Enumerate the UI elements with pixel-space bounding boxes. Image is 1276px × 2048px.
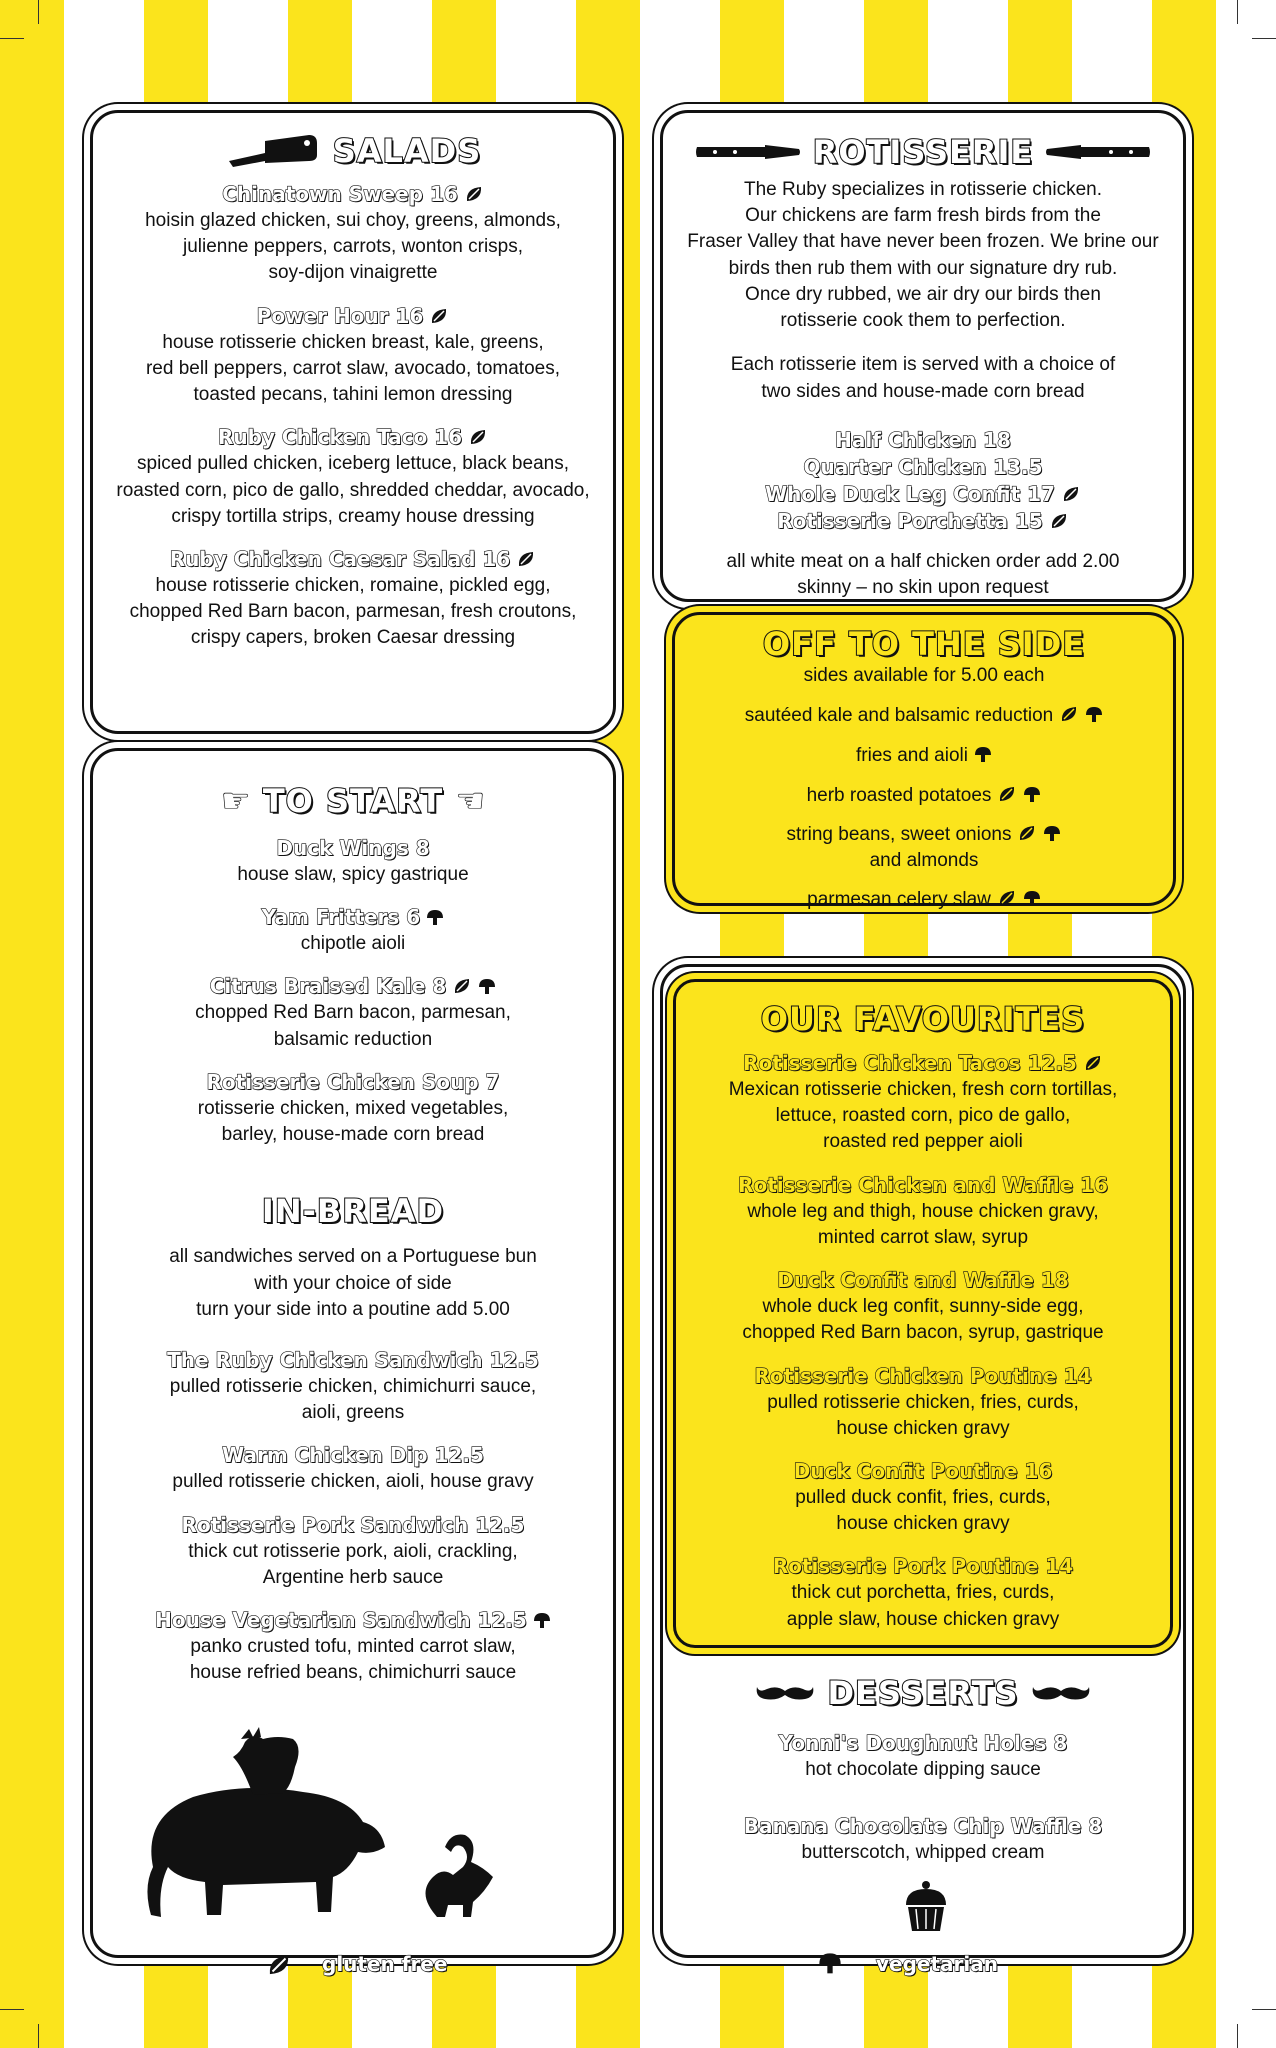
note-line: skinny – no skin upon request [797,576,1049,598]
mustache-icon [755,1683,815,1703]
gluten-free-icon [464,184,484,204]
farm-animals-illustration [133,1717,513,1927]
side-item [685,822,1163,873]
item-desc-line: red bell peppers, carrot slaw, avocado, tomatoes, [145,357,560,379]
mushroom-icon [1023,786,1041,804]
item-desc-line: butterscotch, whipped cream [801,1842,1045,1864]
served-line: Each rotisserie item is served with a choice of [730,354,1116,376]
item-desc-line: apple slaw, house chicken gravy [786,1608,1060,1630]
knife-icon [1045,141,1151,163]
item-desc-line: crispy tortilla strips, creamy house dressing [171,505,535,527]
menu-item [107,1347,599,1426]
intro-line: rotisserie cook them to perfection. [780,310,1066,332]
item-desc-line: balsamic reduction [273,1028,433,1050]
intro-line: turn your side into a poutine add 5.00 [196,1298,510,1320]
intro-line: birds then rub them with our signature dry rub. [728,257,1118,279]
side-label: sautéed kale and balsamic reduction [744,705,1054,727]
item-name: Rotisserie Porchetta 15 [777,508,1043,533]
item-desc-line: house chicken gravy [836,1513,1010,1535]
item-name: Rotisserie Chicken Soup 7 [206,1069,500,1094]
menu-item [682,1458,1164,1537]
menu-item [663,1813,1183,1866]
menu-item [107,1442,599,1495]
menu-item [107,1607,599,1686]
menu-item [107,973,599,1052]
intro-line: Once dry rubbed, we air dry our birds then [745,283,1101,305]
favourites-list [682,1050,1164,1633]
menu-item [682,1050,1164,1156]
served-line: two sides and house-made corn bread [761,380,1085,402]
salads-list [107,181,599,652]
item-desc-line: house rotisserie chicken breast, kale, greens, [162,331,544,353]
item-desc-line: Mexican rotisserie chicken, fresh corn tortillas, [728,1079,1118,1100]
gluten-free-icon [429,306,449,326]
to-start-panel [90,748,616,1958]
crop-mark [38,0,39,24]
item-desc-line: roasted red pepper aioli [823,1131,1023,1153]
side-item [685,743,1163,769]
crop-mark [38,2024,39,2048]
crop-mark [0,38,24,39]
mustache-icon [1031,1683,1091,1703]
item-desc-line: chopped Red Barn bacon, parmesan, fresh croutons, [129,601,577,623]
item-desc-line: pulled duck confit, fries, curds, [795,1486,1051,1508]
intro-line: Our chickens are farm fresh birds from the [745,205,1101,227]
item-desc-line: pulled rotisserie chicken, chimichurri sauce, [169,1375,537,1397]
item-name: Power Hour 16 [256,303,424,328]
salads-panel [90,110,616,734]
item-desc-line: Argentine herb sauce [262,1566,444,1588]
item-desc-line: thick cut rotisserie pork, aioli, crackling, [188,1540,518,1562]
item-desc-line: crispy capers, broken Caesar dressing [190,627,516,649]
item-desc-line: house slaw, spicy gastrique [237,864,469,885]
item-desc-line: panko crusted tofu, minted carrot slaw, [190,1636,516,1658]
salads-title: SALADS [332,132,482,170]
item-name: Rotisserie Pork Poutine 14 [772,1554,1074,1579]
menu-item [107,1512,599,1591]
menu-item [107,424,599,530]
menu-item [107,835,599,888]
gluten-free-icon [1061,484,1081,504]
item-desc-line: minted carrot slaw, syrup [817,1226,1029,1248]
item-name: Quarter Chicken 13.5 [803,454,1043,479]
menu-item [107,1069,599,1148]
item-desc-line: house chicken gravy [836,1417,1010,1439]
menu-item [682,1267,1164,1346]
gluten-free-icon [997,888,1017,908]
item-desc-line: toasted pecans, tahini lemon dressing [193,384,513,406]
crop-mark [0,2009,24,2010]
item-desc-line: pulled rotisserie chicken, aioli, house gravy [172,1471,534,1493]
item-desc-line: chipotle aioli [300,933,406,955]
gluten-free-icon [452,976,472,996]
gluten-free-icon [1083,1053,1103,1073]
item-name: Duck Confit Poutine 16 [793,1458,1053,1483]
gluten-free-icon [266,1952,292,1978]
note-line: all white meat on a half chicken order add 2.00 [726,550,1120,572]
item-desc-line: house refried beans, chimichurri sauce [189,1662,517,1684]
item-name: Duck Wings 8 [276,836,430,860]
mushroom-icon [426,909,444,927]
menu-item [663,1730,1183,1783]
item-name: Rotisserie Pork Sandwich 12.5 [181,1512,525,1537]
item-desc-line: whole leg and thigh, house chicken gravy, [747,1200,1099,1222]
desserts-list [663,1730,1183,1866]
intro-line: Fraser Valley that have never been frozen. We brine our [687,231,1159,253]
menu-item [682,1363,1164,1442]
desserts-header [663,1674,1183,1712]
to-start-header [107,781,599,821]
gluten-free-icon [516,549,536,569]
in-bread-intro [107,1244,599,1323]
item-name: Yonni's Doughnut Holes 8 [778,1730,1068,1755]
item-name: Banana Chocolate Chip Waffle 8 [743,1814,1103,1839]
gluten-free-icon [997,784,1017,804]
sides-panel [672,612,1176,911]
item-desc-line: chopped Red Barn bacon, parmesan, [195,1002,511,1024]
item-name: Ruby Chicken Caesar Salad 16 [169,546,511,571]
item-name: Whole Duck Leg Confit 17 [765,481,1055,506]
mushroom-icon [533,1612,551,1630]
menu-item [682,1553,1164,1632]
side-label: fries and aioli [856,744,968,766]
menu-item [107,546,599,652]
mushroom-icon [818,1952,842,1976]
desserts-title: DESSERTS [827,1673,1019,1712]
item-desc-line: hot chocolate dipping sauce [805,1758,1041,1780]
pointing-hand-left-icon: ☜ [455,781,486,821]
item-name: Half Chicken 18 [835,427,1011,452]
item-desc-line: soy-dijon vinaigrette [268,262,438,284]
item-desc-line: house rotisserie chicken, romaine, pickled egg, [155,574,551,596]
rotisserie-served [673,352,1173,404]
to-start-title: TO START [262,782,444,820]
item-desc-line: whole duck leg confit, sunny-side egg, [762,1296,1084,1318]
in-bread-title: IN-BREAD [261,1192,445,1231]
item-desc-line: aioli, greens [301,1402,405,1424]
intro-line: with your choice of side [254,1272,452,1294]
favourites-panel [660,964,1186,1958]
item-name: House Vegetarian Sandwich 12.5 [155,1608,527,1633]
item-name: Rotisserie Chicken and Waffle 16 [738,1172,1108,1197]
menu-item [682,1172,1164,1251]
salads-header [107,131,599,171]
crop-mark [1252,2009,1276,2010]
crop-mark [1237,0,1238,24]
item-name: Chinatown Sweep 16 [222,182,458,206]
item-name: Rotisserie Chicken Poutine 14 [754,1363,1092,1388]
item-name: Rotisserie Chicken Tacos 12.5 [743,1051,1077,1075]
item-desc-line: barley, house-made corn bread [221,1124,485,1146]
rotisserie-title: ROTISSERIE [812,133,1034,171]
side-label: and almonds [869,849,979,871]
gluten-free-icon [1049,511,1069,531]
gluten-free-icon [1017,823,1037,843]
sides-title: OFF TO THE SIDE [762,625,1086,663]
sides-subtitle: sides available for 5.00 each [803,665,1045,686]
item-desc-line: roasted corn, pico de gallo, shredded cheddar, avocado, [116,479,590,501]
mushroom-icon [1085,706,1103,724]
pointing-hand-right-icon: ☞ [220,781,251,821]
side-label: parmesan celery slaw [807,889,991,911]
item-name: Citrus Braised Kale 8 [209,974,447,999]
crop-mark [1237,2024,1238,2048]
item-name: Warm Chicken Dip 12.5 [222,1443,484,1468]
gluten-free-icon [468,427,488,447]
side-item [685,887,1163,913]
sides-list [685,703,1163,913]
item-desc-line: spiced pulled chicken, iceberg lettuce, black beans, [137,453,569,475]
side-item [685,783,1163,809]
to-start-list [107,835,599,1148]
cupcake-icon [902,1879,950,1933]
item-desc-line: hoisin glazed chicken, sui choy, greens, almonds, [145,210,561,231]
menu-item [107,303,599,409]
side-item [685,703,1163,729]
rotisserie-intro [673,177,1173,334]
cleaver-icon [225,131,321,171]
menu-item [107,181,599,287]
rotisserie-list [673,427,1173,535]
item-desc-line: julienne peppers, carrots, wonton crisps, [182,236,524,258]
mushroom-icon [1023,890,1041,908]
item-desc-line: rotisserie chicken, mixed vegetables, [197,1097,509,1119]
mushroom-icon [478,978,496,996]
menu-item [107,904,599,957]
item-desc-line: thick cut porchetta, fries, curds, [791,1582,1055,1604]
favourites-title: OUR FAVOURITES [760,1000,1086,1038]
legend-gluten-free: gluten free [322,1952,448,1976]
item-desc-line: lettuce, roasted corn, pico de gallo, [775,1105,1071,1127]
crop-mark [1252,38,1276,39]
item-name: Ruby Chicken Taco 16 [217,425,463,450]
in-bread-list [107,1347,599,1687]
knife-icon [695,141,801,163]
intro-line: The Ruby specializes in rotisserie chicken. [744,179,1102,200]
mushroom-icon [1043,825,1061,843]
side-label: herb roasted potatoes [806,784,992,806]
mushroom-icon [974,746,992,764]
favourites-box [673,979,1173,1648]
side-label: string beans, sweet onions [786,824,1012,846]
intro-line: all sandwiches served on a Portuguese bun [169,1246,537,1268]
gluten-free-icon [1059,704,1079,724]
item-desc-line: pulled rotisserie chicken, fries, curds, [767,1391,1079,1413]
rotisserie-panel [660,110,1186,602]
item-name: Duck Confit and Waffle 18 [777,1268,1069,1293]
item-name: The Ruby Chicken Sandwich 12.5 [167,1347,539,1372]
item-desc-line: chopped Red Barn bacon, syrup, gastrique [742,1322,1104,1344]
rotisserie-header [673,133,1173,171]
item-name: Yam Fritters 6 [261,905,421,930]
legend-vegetarian: vegetarian [876,1952,998,1976]
